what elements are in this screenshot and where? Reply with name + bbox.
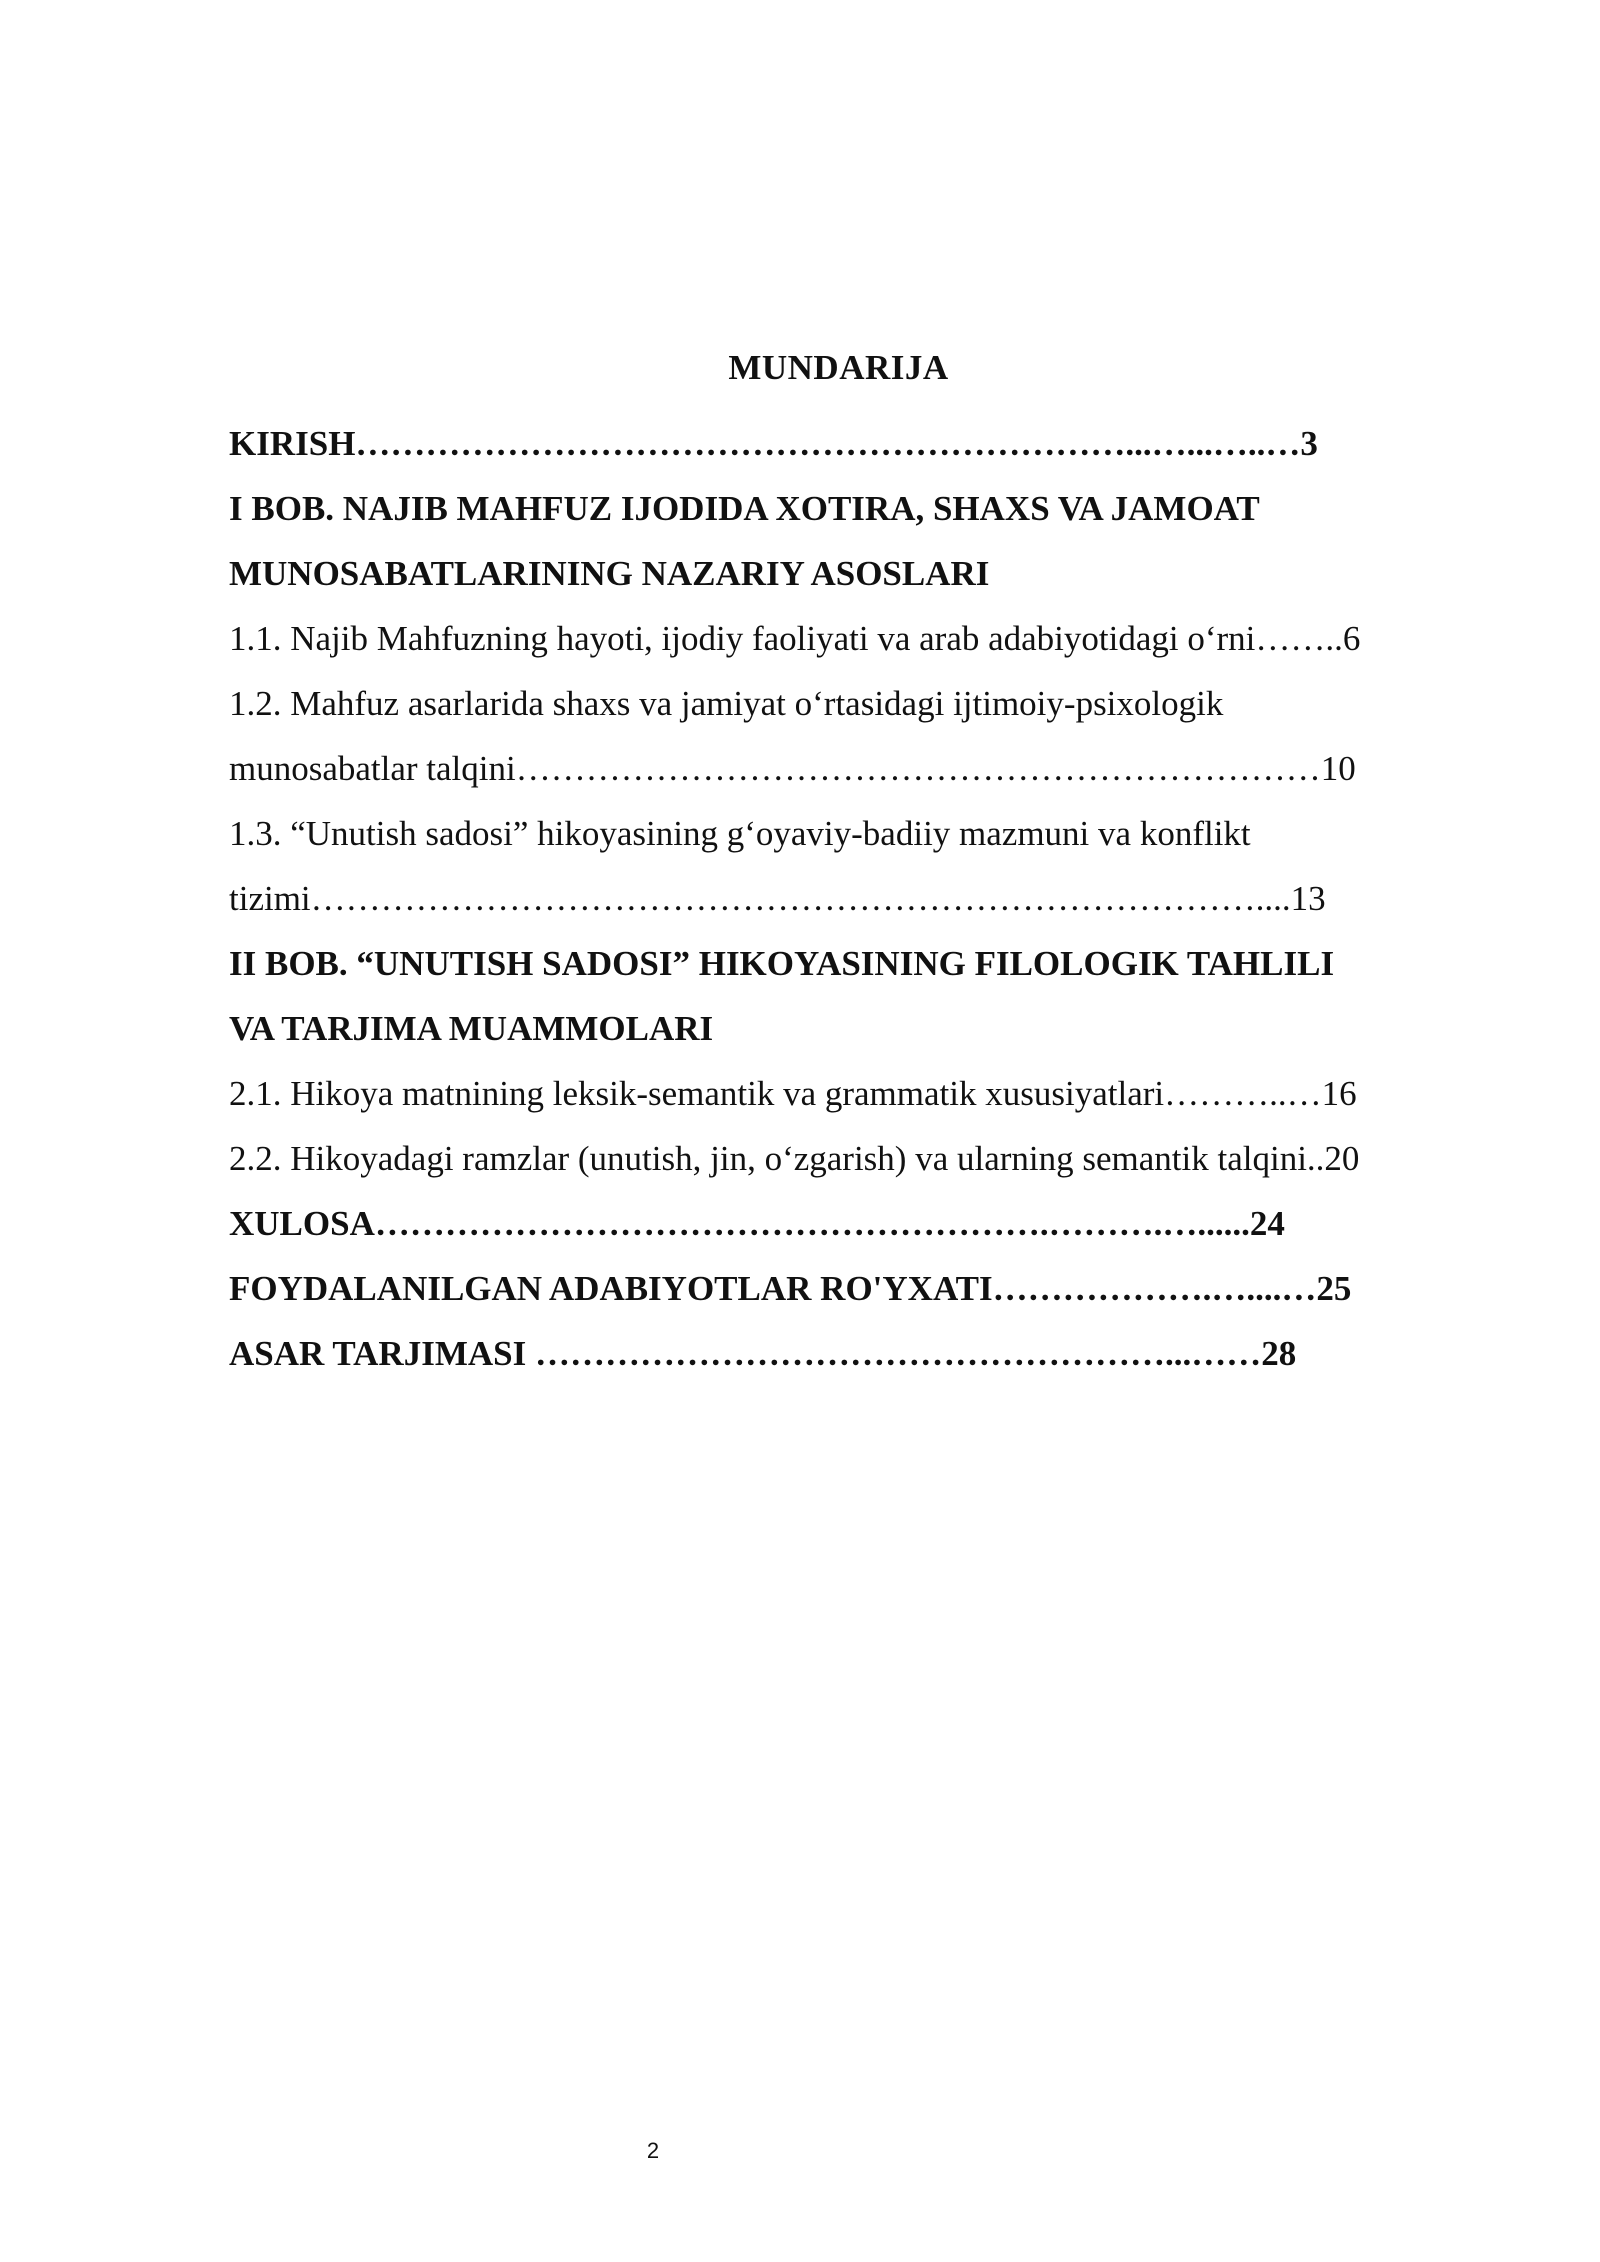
toc-entry-bibliography: FOYDALANILGAN ADABIYOTLAR RO'YXATI……………….…....…25 bbox=[229, 1269, 1352, 1308]
toc-entry-1-3-line-1: 1.3. “Unutish sadosi” hikoyasining g‘oyaviy-badiiy mazmuni va konflikt bbox=[229, 814, 1251, 853]
toc-entry-xulosa: XULOSA………………………………………………….……….…......24 bbox=[229, 1204, 1285, 1243]
toc-entry-2-1: 2.1. Hikoya matnining leksik-semantik va grammatik xususiyatlari………..…16 bbox=[229, 1074, 1357, 1113]
toc-chapter-1-heading-line-2: MUNOSABATLARINING NAZARIY ASOSLARI bbox=[229, 554, 990, 593]
toc-chapter-2-heading-line-2: VA TARJIMA MUAMMOLARI bbox=[229, 1009, 714, 1048]
toc-entry-kirish: KIRISH…………………………………………………………...…...…..…3 bbox=[229, 424, 1318, 463]
toc-entry-1-2-line-2: munosabatlar talqini……………………………………………………………10 bbox=[229, 749, 1356, 788]
toc-entry-1-3-line-2: tizimi………………………………………………………………………....13 bbox=[229, 879, 1326, 918]
toc-chapter-1-heading-line-1: I BOB. NAJIB MAHFUZ IJODIDA XOTIRA, SHAXS VA JAMOAT bbox=[229, 489, 1260, 528]
toc-chapter-2-heading-line-1: II BOB. “UNUTISH SADOSI” HIKOYASINING FILOLOGIK TAHLILI bbox=[229, 944, 1335, 983]
toc-entry-2-2: 2.2. Hikoyadagi ramzlar (unutish, jin, o‘zgarish) va ularning semantik talqini..20 bbox=[229, 1139, 1360, 1178]
toc-entry-1-1: 1.1. Najib Mahfuzning hayoti, ijodiy faoliyati va arab adabiyotidagi o‘rni……..6 bbox=[229, 619, 1361, 658]
toc-title: MUNDARIJA bbox=[728, 348, 949, 387]
page-number: 2 bbox=[646, 2138, 660, 2163]
table-of-contents bbox=[229, 411, 1450, 1386]
toc-entry-1-2-line-1: 1.2. Mahfuz asarlarida shaxs va jamiyat o‘rtasidagi ijtimoiy-psixologik bbox=[229, 684, 1224, 723]
toc-entry-translation: ASAR TARJIMASI ………………………………………………...……28 bbox=[229, 1334, 1297, 1373]
